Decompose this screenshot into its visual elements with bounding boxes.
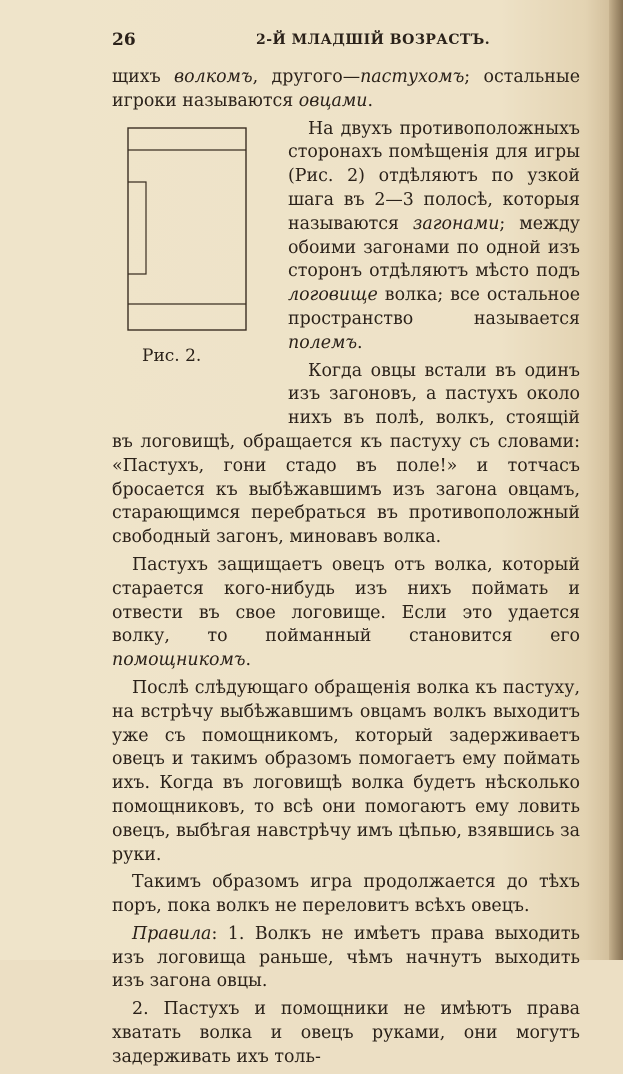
page-header [112,30,580,54]
paragraph: Пастухъ защищаетъ овецъ отъ волка, который старается кого-нибудь изъ нихъ поймать и отвести въ свое логовище. Если это удается волку, то пойманный становится его помощникомъ. [112,554,580,671]
paragraph: Когда овцы встали въ одинъ изъ загоновъ, а пастухъ около нихъ въ полѣ, волкъ, стоящій въ логовищѣ, обращается къ пастуху съ словами: «Пастухъ, гони стадо въ поле!» и тотчасъ бросается къ выбѣжавшимъ изъ загона овцамъ, старающимся перебраться въ противоположный свободный загонъ, миновавъ волка. [112,360,580,548]
paragraph-rules: Правила: 1. Волкъ не имѣетъ права выходить изъ логовища раньше, чѣмъ начнутъ выходить изъ загона овцы. [112,923,580,992]
paragraph: Послѣ слѣдующаго обращенія волка къ пастуху, на встрѣчу выбѣжавшимъ овцамъ волкъ выходитъ уже съ помощникомъ, который задерживаетъ овецъ и такимъ образомъ помогаетъ ему поймать ихъ. Когда въ логовищѣ волка будетъ нѣсколько помощниковъ, то всѣ они помогаютъ ему ловить овецъ, выбѣгая навстрѣчу имъ цѣпью, взявшись за руки. [112,677,580,865]
paragraph: 2. Пастухъ и помощники не имѣютъ права хватать волка и овецъ руками, они могутъ задерживать ихъ толь- [112,999,580,1067]
page-number: 26 [112,30,136,50]
playground-diagram [126,126,262,338]
paragraph: Такимъ образомъ игра продолжается до тѣхъ поръ, пока волкъ не переловитъ всѣхъ овецъ. [112,872,580,917]
page-edge-shadow [609,0,623,960]
figure-caption: Рис. 2. [142,345,202,366]
body-text [112,66,580,1074]
paragraph: На двухъ противоположныхъ сторонахъ помѣщенія для игры (Рис. 2) отдѣляютъ по узкой шага въ 2—3 полосѣ, которыя называются загонами; между обоими загонами по одной изъ сторонъ отдѣляютъ мѣсто подъ логовище волка; все остальное пространство называется полемъ. [288,118,580,353]
figure-diagram [112,122,280,422]
paragraph-continuation: щихъ волкомъ, другого—пастухомъ; остальные игроки называются овцами. [112,67,580,111]
running-title: 2-Й МЛАДШІЙ ВОЗРАСТЪ. [256,32,491,48]
wolf-den-outline [128,182,146,274]
